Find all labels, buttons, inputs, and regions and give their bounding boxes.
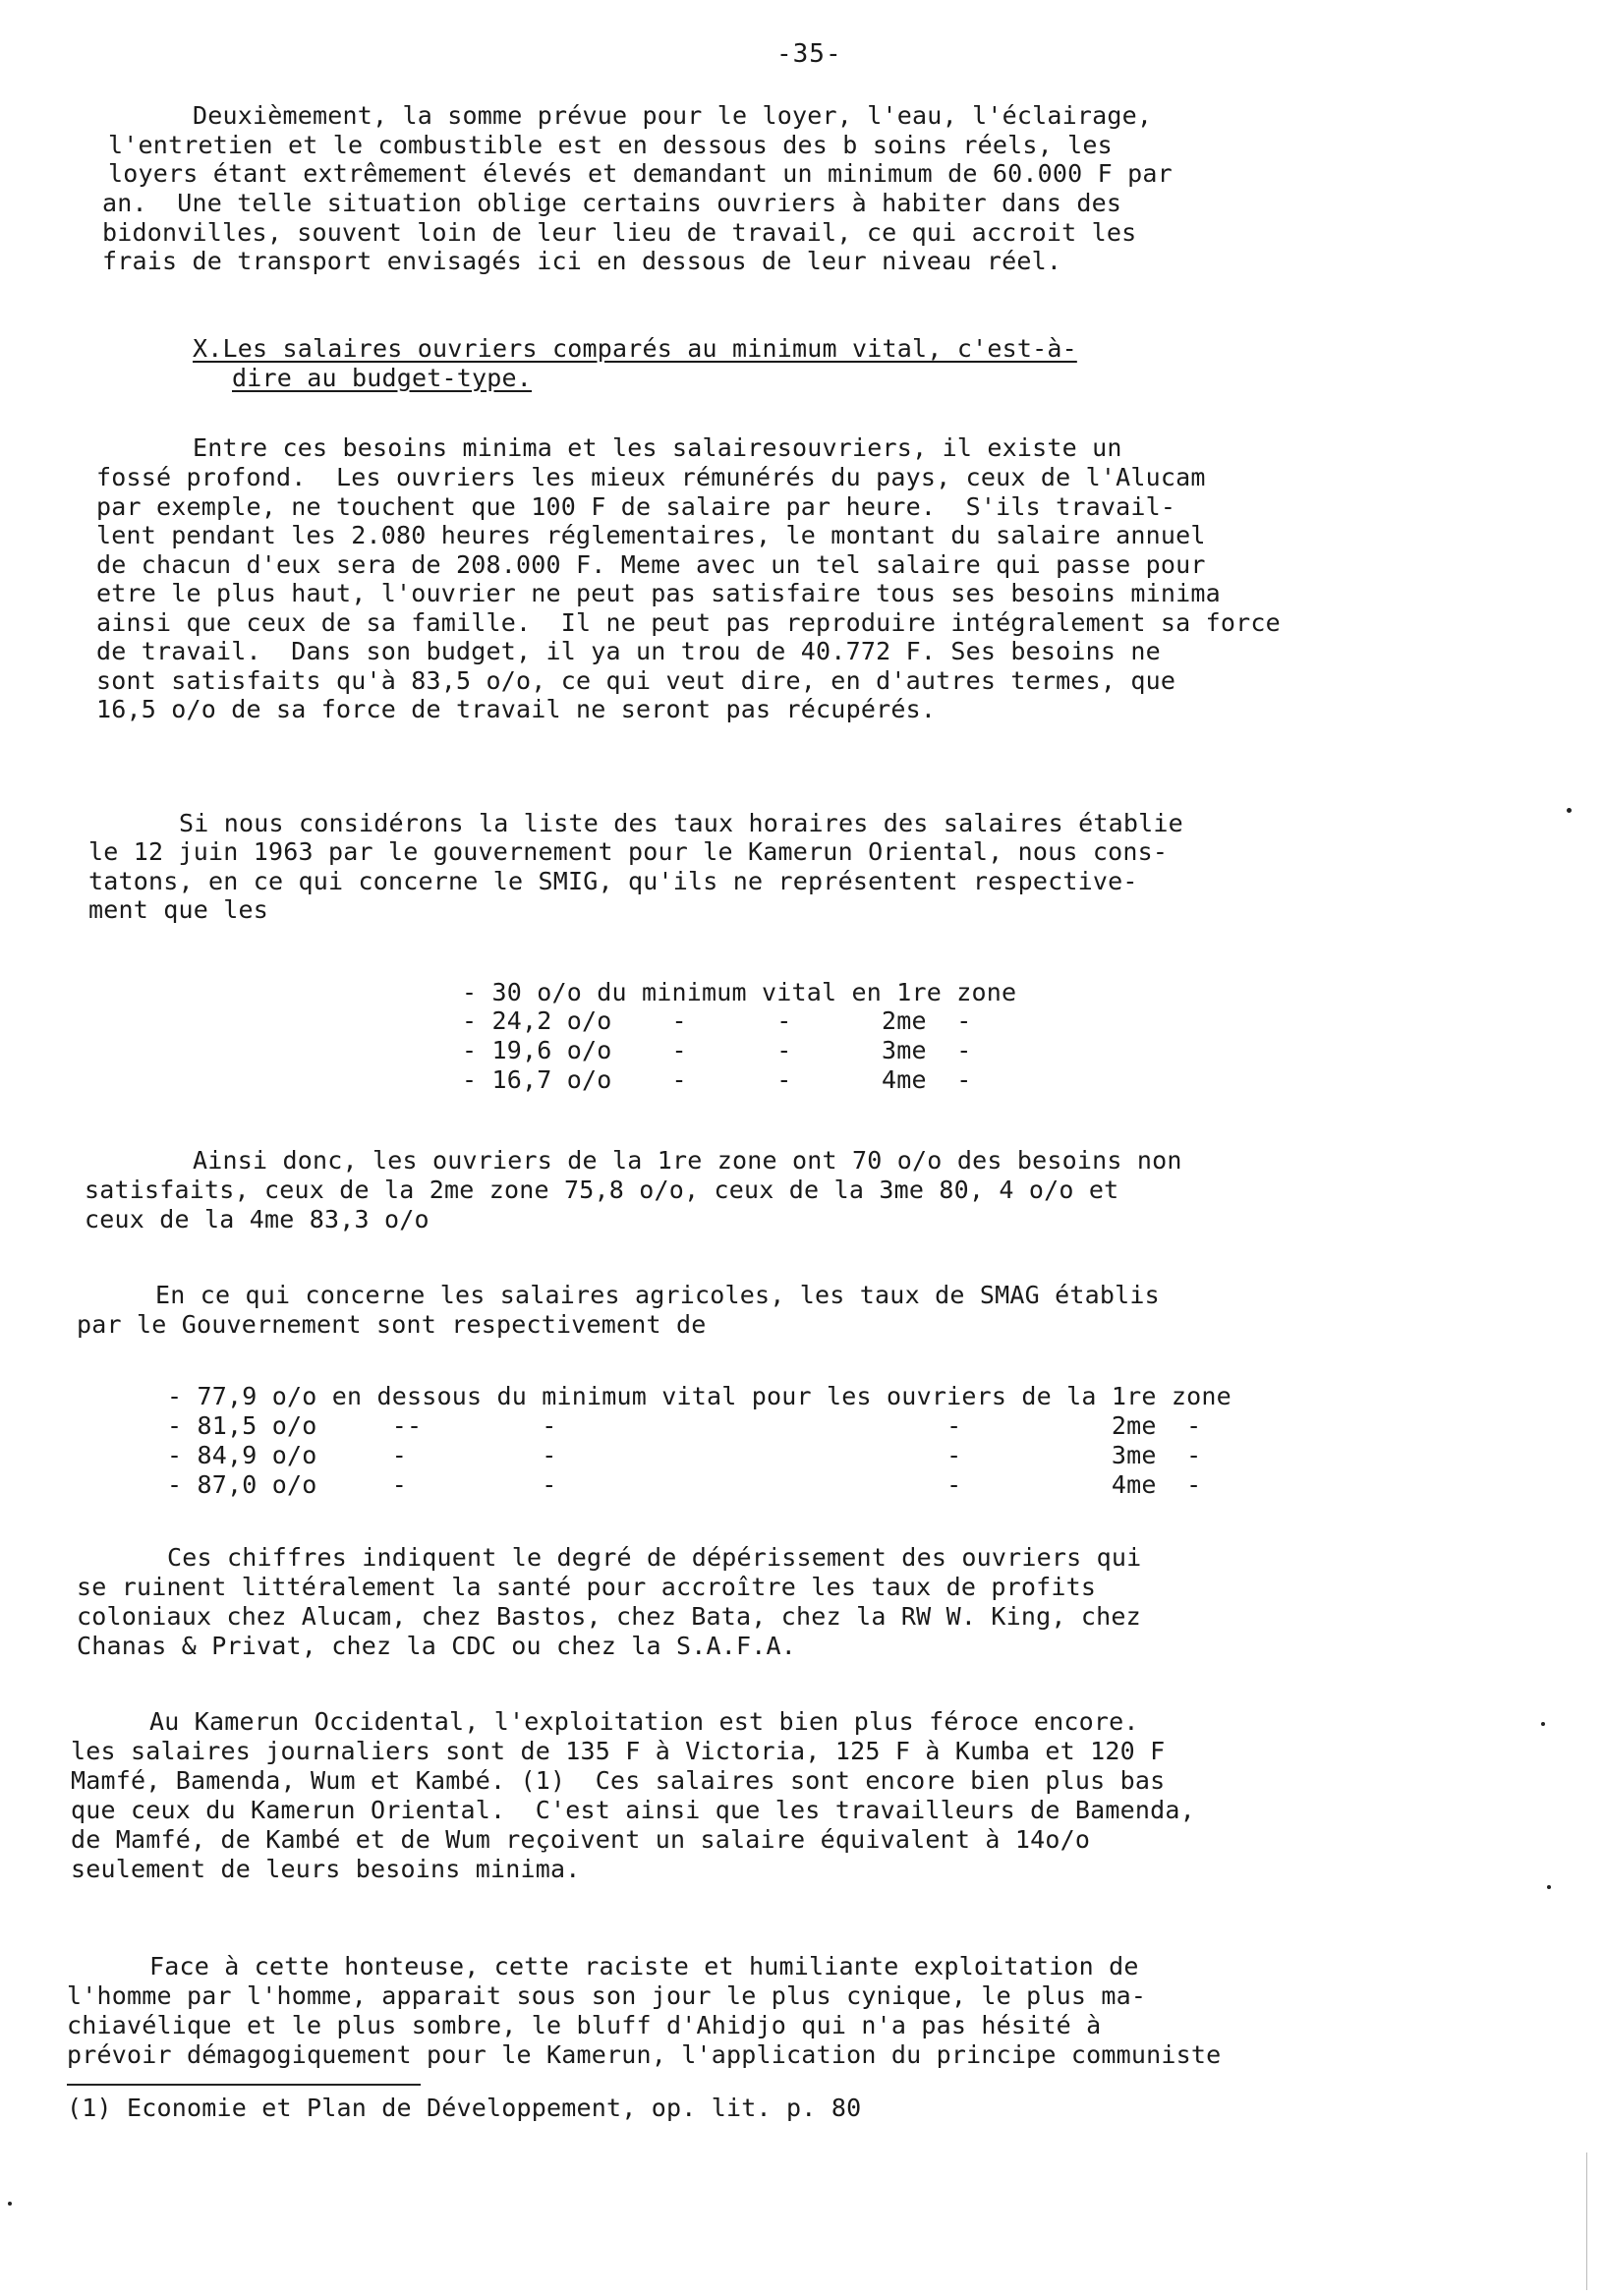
- scan-speck: [1547, 1885, 1551, 1889]
- text-line: prévoir démagogiquement pour le Kamerun, l'application du principe communiste: [67, 2040, 1222, 2069]
- text-line: En ce qui concerne les salaires agricoles, les taux de SMAG établis: [155, 1281, 1160, 1309]
- text-line: ment que les: [88, 895, 269, 924]
- text-line: les salaires journaliers sont de 135 F à Victoria, 125 F à Kumba et 120 F: [71, 1737, 1166, 1765]
- list-item: - 19,6 o/o - - 3me -: [462, 1036, 972, 1064]
- footnote: (1) Economie et Plan de Développement, op. lit. p. 80: [67, 2094, 862, 2122]
- text-line: tatons, en ce qui concerne le SMIG, qu'ils ne représentent respective-: [88, 867, 1138, 895]
- text-line: sont satisfaits qu'à 83,5 o/o, ce qui veut dire, en d'autres termes, que: [96, 666, 1176, 695]
- section-heading: X.Les salaires ouvriers comparés au minimum vital, c'est-à-: [193, 334, 1077, 363]
- text-line: chiavélique et le plus sombre, le bluff d'Ahidjo qui n'a pas hésité à: [67, 2011, 1102, 2039]
- text-line: par exemple, ne touchent que 100 F de salaire par heure. S'ils travail-: [96, 492, 1176, 521]
- page-number: -35-: [776, 39, 842, 69]
- list-item: - 30 o/o du minimum vital en 1re zone: [462, 978, 1017, 1006]
- scan-speck: [8, 2202, 12, 2206]
- text-line: Face à cette honteuse, cette raciste et humiliante exploitation de: [149, 1952, 1139, 1980]
- scan-speck: [1541, 1722, 1545, 1726]
- list-item: - 24,2 o/o - - 2me -: [462, 1006, 972, 1035]
- list-item: - 16,7 o/o - - 4me -: [462, 1065, 972, 1094]
- footnote-rule: [67, 2084, 421, 2086]
- text-line: ceux de la 4me 83,3 o/o: [85, 1205, 430, 1234]
- text-line: lent pendant les 2.080 heures réglementaires, le montant du salaire annuel: [96, 521, 1206, 549]
- text-line: satisfaits, ceux de la 2me zone 75,8 o/o, ceux de la 3me 80, 4 o/o et: [85, 1176, 1119, 1204]
- scan-edge: [1586, 2152, 1587, 2290]
- text-line: Ainsi donc, les ouvriers de la 1re zone ont 70 o/o des besoins non: [193, 1146, 1182, 1175]
- text-line: de chacun d'eux sera de 208.000 F. Meme avec un tel salaire qui passe pour: [96, 550, 1206, 579]
- text-line: loyers étant extrêmement élevés et demandant un minimum de 60.000 F par: [108, 159, 1173, 188]
- text-line: Si nous considérons la liste des taux horaires des salaires établie: [179, 809, 1183, 837]
- text-line: Deuxièmement, la somme prévue pour le loyer, l'eau, l'éclairage,: [193, 101, 1153, 130]
- list-item: - 84,9 o/o - - - 3me -: [167, 1441, 1202, 1469]
- list-item: - 77,9 o/o en dessous du minimum vital pour les ouvriers de la 1re zone: [167, 1382, 1232, 1410]
- text-line: coloniaux chez Alucam, chez Bastos, chez Bata, chez la RW W. King, chez: [77, 1602, 1141, 1631]
- text-line: Entre ces besoins minima et les salairesouvriers, il existe un: [193, 433, 1122, 462]
- list-item: - 87,0 o/o - - - 4me -: [167, 1470, 1202, 1499]
- text-line: de travail. Dans son budget, il ya un trou de 40.772 F. Ses besoins ne: [96, 637, 1161, 665]
- text-line: Ces chiffres indiquent le degré de dépérissement des ouvriers qui: [167, 1543, 1142, 1572]
- text-line: par le Gouvernement sont respectivement de: [77, 1310, 707, 1339]
- text-line: le 12 juin 1963 par le gouvernement pour le Kamerun Oriental, nous cons-: [88, 837, 1169, 866]
- text-line: 16,5 o/o de sa force de travail ne seront pas récupérés.: [96, 695, 937, 723]
- text-line: Mamfé, Bamenda, Wum et Kambé. (1) Ces salaires sont encore bien plus bas: [71, 1766, 1166, 1795]
- text-line: que ceux du Kamerun Oriental. C'est ainsi que les travailleurs de Bamenda,: [71, 1796, 1195, 1824]
- scan-speck: [1567, 808, 1572, 813]
- text-line: seulement de leurs besoins minima.: [71, 1855, 581, 1883]
- text-line: bidonvilles, souvent loin de leur lieu de travail, ce qui accroit les: [102, 218, 1137, 247]
- text-line: l'homme par l'homme, apparait sous son jour le plus cynique, le plus ma-: [67, 1981, 1147, 2010]
- text-line: Au Kamerun Occidental, l'exploitation est bien plus féroce encore.: [149, 1707, 1139, 1736]
- text-line: ainsi que ceux de sa famille. Il ne peut pas reproduire intégralement sa force: [96, 608, 1281, 637]
- text-line: l'entretien et le combustible est en dessous des b soins réels, les: [108, 131, 1113, 159]
- text-line: se ruinent littéralement la santé pour accroître les taux de profits: [77, 1573, 1097, 1601]
- text-line: Chanas & Privat, chez la CDC ou chez la S.A.F.A.: [77, 1632, 797, 1660]
- list-item: - 81,5 o/o -- - - 2me -: [167, 1411, 1202, 1440]
- text-line: etre le plus haut, l'ouvrier ne peut pas satisfaire tous ses besoins minima: [96, 579, 1221, 607]
- text-line: de Mamfé, de Kambé et de Wum reçoivent un salaire équivalent à 14o/o: [71, 1825, 1091, 1854]
- text-line: frais de transport envisagés ici en dessous de leur niveau réel.: [102, 247, 1062, 275]
- text-line: fossé profond. Les ouvriers les mieux rémunérés du pays, ceux de l'Alucam: [96, 463, 1206, 491]
- section-heading: dire au budget-type.: [232, 364, 533, 392]
- text-line: an. Une telle situation oblige certains ouvriers à habiter dans des: [102, 189, 1122, 217]
